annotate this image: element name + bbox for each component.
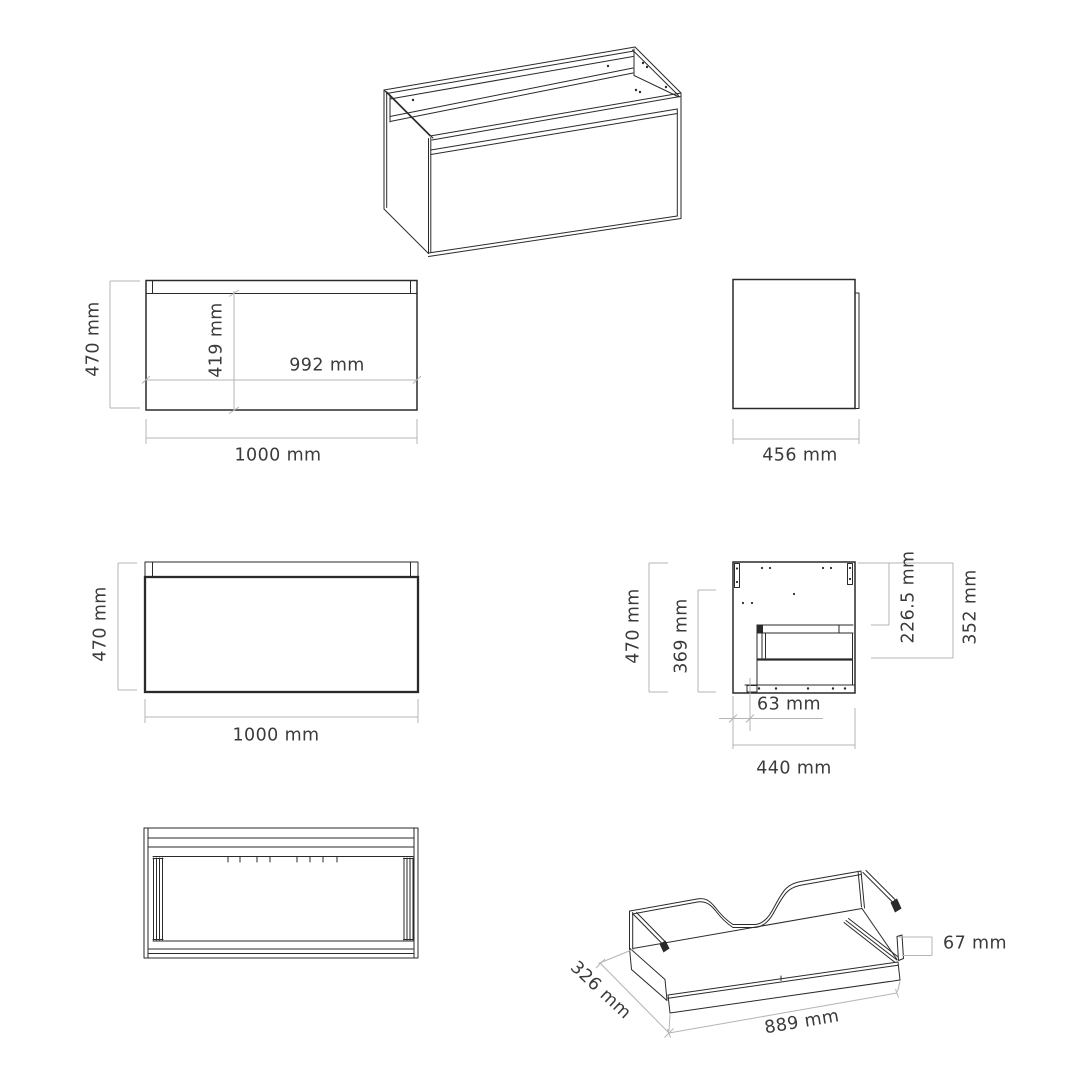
section-view-depth-label: 440 mm [756, 758, 832, 779]
section-view-front-offset-label: 63 mm [757, 694, 821, 715]
drawer-front-height-label: 67 mm [943, 933, 1007, 954]
side-view [733, 280, 859, 445]
section-view-drawer-top-label: 352 mm [960, 569, 981, 645]
front-view-a-inner-width-label: 992 mm [289, 355, 365, 376]
front-view-b [118, 562, 418, 723]
front-view-b-width-label: 1000 mm [232, 725, 320, 746]
section-view-height-label: 470 mm [623, 588, 644, 664]
drawer-width-label: 889 mm [763, 1006, 841, 1039]
front-view-a-width-label: 1000 mm [234, 445, 322, 466]
front-view-a [110, 281, 421, 445]
side-view-depth-label: 456 mm [762, 445, 838, 466]
front-view-b-height-label: 470 mm [90, 586, 111, 662]
front-view-a-height-label: 470 mm [83, 301, 104, 377]
drawer-depth-label: 326 mm [566, 957, 635, 1024]
cabinet-isometric-view [384, 47, 681, 257]
drawer-isometric-view [596, 871, 932, 1038]
section-view-hanger-offset-label: 226.5 mm [898, 550, 919, 644]
front-view-a-inner-height-label: 419 mm [206, 302, 227, 378]
top-view [144, 828, 418, 958]
section-view-inner-height-label: 369 mm [671, 598, 692, 674]
